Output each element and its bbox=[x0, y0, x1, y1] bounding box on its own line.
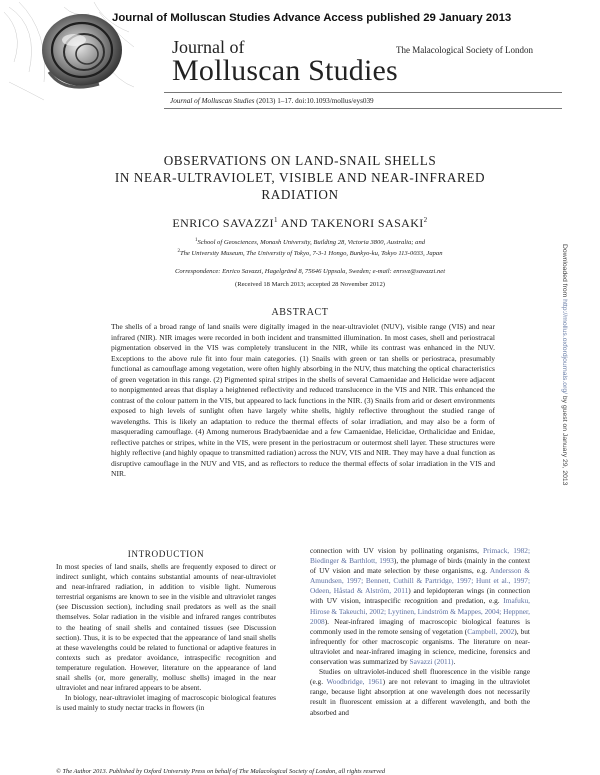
affiliation-1 bbox=[120, 236, 500, 247]
title-line-2: IN NEAR-ULTRAVIOLET, VISIBLE AND NEAR-INFRARED bbox=[114, 170, 486, 185]
header-rule-bottom bbox=[164, 108, 562, 109]
citation-link[interactable]: Andersson & Amundsen, 1997; Bennett, Cuthill & Partridge, 1997; Hunt et al., 1997; Odeen, Håstad & Alström, 2011 bbox=[310, 566, 530, 596]
advance-access-banner: Journal of Molluscan Studies Advance Access published 29 January 2013 bbox=[112, 12, 512, 24]
snail-shell-logo bbox=[4, 2, 134, 102]
text-run: ) and lepidopteran wings (in connection with UV vision, intraspecific recognition and predation, e.g. bbox=[310, 586, 530, 606]
introduction-heading: INTRODUCTION bbox=[127, 549, 205, 559]
text-run: connection with UV vision by pollinating organisms, bbox=[310, 546, 483, 555]
affiliation-1-text: School of Geosciences, Monash University, Building 28, Victoria 3800, Australia; and bbox=[197, 239, 426, 247]
abstract-text: The shells of a broad range of land snails were digitally imaged in the near-ultraviolet (NUV), visible range (VIS) and near infrared (NIR). NIR images were recorded in both incident and transmitted illumination. In most cases, shell and periostracal pigmentation observed in the VIS was completely translucent in the NIR, while its contrast was enhanced in the NUV. Exceptions to the above rule fit into four main categories. (1) Snails with green or tan shells or periostraca, presumably functional as camouflage among vegetation, were often highly absorbing in the NUV, thus matching the optical characteristics of green vegetation in this range. (2) Pigmented spiral stripes in the shells of several Camaenidae and Helicidae were adjacent to nonpigmented areas that display a heightened reflectivity and reduced translucence in the VIS and NIR. This enhanced the contrast of the colour pattern in the VIS, but appeared to lack functions in the NIR. (3) Snails from arid or desert environments exposed to high levels of sunlight often have largely white shells, highly reflective throughout the studied range of wavelengths. This is likely an adaptation to reduce the thermal effects of solar irradiation, and may also be a form of masquerading camouflage. (4) Among numerous Bradybaenidae and a few Camaenidae, Helicidae, Orthalicidae and Enidae, reflective patches or stripes, white in the VIS, were present in the periostracum or outermost shell layer. These structures were highly reflective (and highly opaque to transmitted radiation) across the NUV, VIS and NIR. They may have a dual function as disruptive camouflage in the NUV and VIS, and as reflectors to reduce the thermal effects of solar irradiation in the VIS and NIR. bbox=[111, 322, 495, 478]
abstract-heading: ABSTRACT bbox=[271, 307, 329, 318]
citation-details: (2013) 1–17. doi:10.1093/mollus/eys039 bbox=[256, 97, 374, 105]
article-title bbox=[50, 152, 550, 203]
intro-paragraph-2: In biology, near-ultraviolet imaging of macroscopic biological features is used mainly to study nectar tracks in flowers (in bbox=[56, 693, 276, 713]
column-left bbox=[56, 562, 276, 713]
citation-link[interactable]: Woodbridge, 1961 bbox=[326, 677, 383, 687]
download-link[interactable]: http://mollus.oxfordjournals.org/ bbox=[561, 299, 568, 394]
affiliation-2-mark: 2 bbox=[177, 249, 180, 255]
affiliations bbox=[120, 236, 500, 258]
text-run: ), but infrequently for other macroscopic organisms. The literature on near-ultraviolet and near-infrared imaging in science, medicine, forensics and conservation was summarized by bbox=[310, 626, 530, 667]
copyright-footer: © The Author 2013. Published by Oxford University Press on behalf of The Malacological Society of London, all rights reserved bbox=[56, 768, 386, 775]
author-1: ENRICO SAVAZZI bbox=[172, 216, 274, 230]
title-line-3: RADIATION bbox=[261, 187, 339, 202]
text-run: ) are not relevant to imaging in the ultraviolet range, because light absorption at one wavelength does not necessarily result in fluorescent emission at a different wavelength, and both the absorbed and bbox=[310, 677, 530, 717]
title-line-1: OBSERVATIONS ON LAND-SNAIL SHELLS bbox=[163, 153, 437, 168]
author-list bbox=[50, 216, 550, 231]
citation-link[interactable]: Primack, 1982; Biedinger & Barthlott, 1993 bbox=[310, 546, 530, 566]
citation-link[interactable]: Savazzi (2011) bbox=[409, 657, 454, 667]
journal-name-line1: Journal of bbox=[172, 37, 245, 57]
affiliation-2-text: The University Museum, The University of Tokyo, 7-3-1 Hongo, Bunkyo-ku, Tokyo 113-0033, Japan bbox=[179, 250, 443, 258]
column-right bbox=[310, 546, 530, 718]
citation-journal: Journal of Molluscan Studies bbox=[170, 97, 255, 105]
received-dates: (Received 18 March 2013; accepted 28 November 2012) bbox=[235, 281, 385, 288]
affiliation-1-mark: 1 bbox=[194, 238, 198, 243]
correspondence: Correspondence: Enrico Savazzi, Hagelgränd 8, 75646 Uppsala, Sweden; e-mail: enrsvz@savazzi.net bbox=[174, 268, 446, 275]
affiliation-2 bbox=[120, 247, 500, 258]
society-name: The Malacological Society of London bbox=[396, 45, 533, 55]
download-note-text bbox=[561, 244, 568, 485]
author-conjunction: AND TAKENORI SASAKI bbox=[277, 216, 424, 230]
author-2-mark: 2 bbox=[423, 216, 428, 224]
text-run: . bbox=[453, 657, 456, 667]
intro-paragraph-2-cont bbox=[310, 546, 530, 667]
author-1-mark: 1 bbox=[273, 216, 278, 224]
intro-paragraph-1: In most species of land snails, shells are frequently exposed to direct or indirect sunlight, which contains substantial amounts of near-ultraviolet and near-infrared radiation, in addition to visible light. Numerous terrestrial organisms are known to see in the visible and ultraviolet ranges (see Discussion section), including snail predators as well as the snail themselves. Solar radiation in the visible and infrared ranges contributes to the heating of snail shells and contained tissues (see Discussion section). Thus, it is to be expected that the appearance of land snail shells at these wavelengths could be related to functional or adaptive features in contexts such as predator avoidance, intraspecific recognition and temperature regulation. However, literature on the appearance of land snail shells (or, more generally, mollusc shells) imaged in the near ultraviolet and near infrared appears to be absent. bbox=[56, 562, 276, 693]
text-run: Studies on ultraviolet-induced shell fluorescence in the visible range (e.g. bbox=[310, 667, 530, 687]
citation-link[interactable]: Imafuku, Hirose & Takeuchi, 2002; Lyytinen, Lindström & Mappes, 2004; Heppner, 2008 bbox=[310, 596, 530, 626]
intro-paragraph-3 bbox=[310, 667, 530, 717]
header-rule-top bbox=[164, 92, 562, 93]
citation-link[interactable]: Campbell, 2002 bbox=[467, 626, 515, 636]
download-suffix: by guest on January 29, 2013 bbox=[561, 394, 568, 486]
citation-line bbox=[170, 97, 374, 105]
download-prefix: Downloaded from bbox=[561, 244, 568, 300]
text-run: ). Near-infrared imaging of macroscopic biological features is commonly used in the remote sensing of vegetation ( bbox=[310, 616, 530, 636]
text-run: ), the plumage of birds (mainly in the context of UV vision and mate selection by these organisms, e.g. bbox=[310, 556, 530, 576]
journal-name: Molluscan Studies bbox=[172, 54, 398, 87]
